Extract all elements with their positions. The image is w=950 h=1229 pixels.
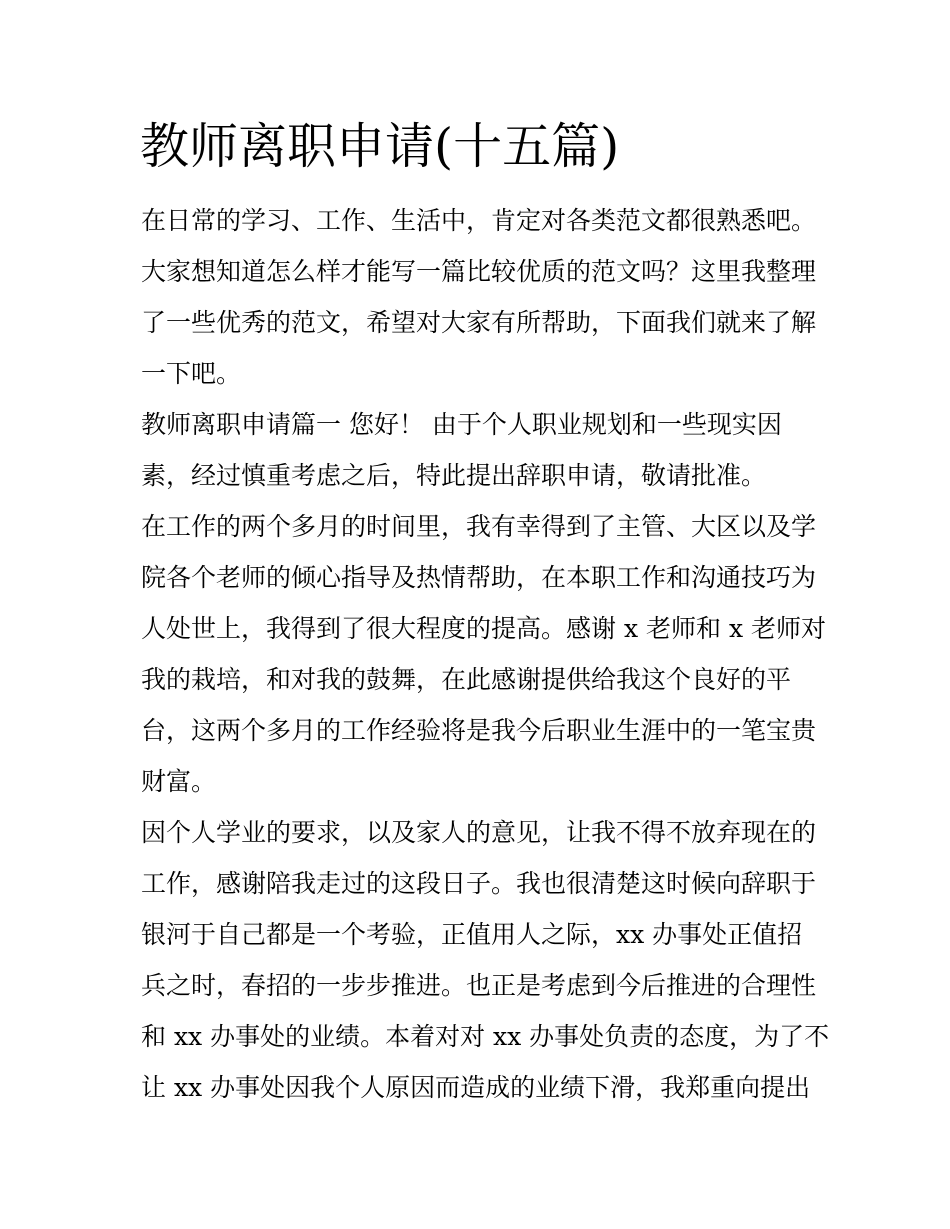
text-line-1: 在日常的学习、工作、生活中，肯定对各类范文都很熟悉吧。 [141, 206, 817, 235]
text-line-5: 教师离职申请篇一 您好！ 由于个人职业规划和一些现实因 [141, 410, 782, 439]
text-line-11: 台，这两个多月的工作经验将是我今后职业生涯中的一笔宝贵 [141, 716, 817, 745]
text-line-2: 大家想知道怎么样才能写一篇比较优质的范文吗？这里我整理 [141, 257, 817, 286]
text-line-12: 财富。 [141, 767, 217, 796]
text-line-17: 和 xx 办事处的业绩。本着对对 xx 办事处负责的态度，为了不 [141, 1022, 830, 1051]
text-line-18: 让 xx 办事处因我个人原因而造成的业绩下滑，我郑重向提出 [141, 1073, 811, 1102]
text-line-6: 素，经过慎重考虑之后，特此提出辞职申请，敬请批准。 [141, 461, 767, 490]
text-line-10: 我的栽培，和对我的鼓舞，在此感谢提供给我这个良好的平 [141, 665, 792, 694]
text-line-8: 院各个老师的倾心指导及热情帮助，在本职工作和沟通技巧为 [141, 563, 817, 592]
text-line-14: 工作，感谢陪我走过的这段日子。我也很清楚这时候向辞职于 [141, 869, 817, 898]
document-title: 教师离职申请(十五篇) [140, 118, 620, 175]
text-line-4: 一下吧。 [141, 359, 242, 388]
text-line-7: 在工作的两个多月的时间里，我有幸得到了主管、大区以及学 [141, 512, 817, 541]
text-line-15: 银河于自己都是一个考验，正值用人之际，xx 办事处正值招 [141, 920, 803, 949]
text-line-16: 兵之时，春招的一步步推进。也正是考虑到今后推进的合理性 [141, 971, 817, 1000]
text-line-13: 因个人学业的要求，以及家人的意见，让我不得不放弃现在的 [141, 818, 817, 847]
text-line-3: 了一些优秀的范文，希望对大家有所帮助，下面我们就来了解 [141, 308, 817, 337]
text-line-9: 人处世上，我得到了很大程度的提高。感谢 x 老师和 x 老师对 [141, 614, 826, 643]
